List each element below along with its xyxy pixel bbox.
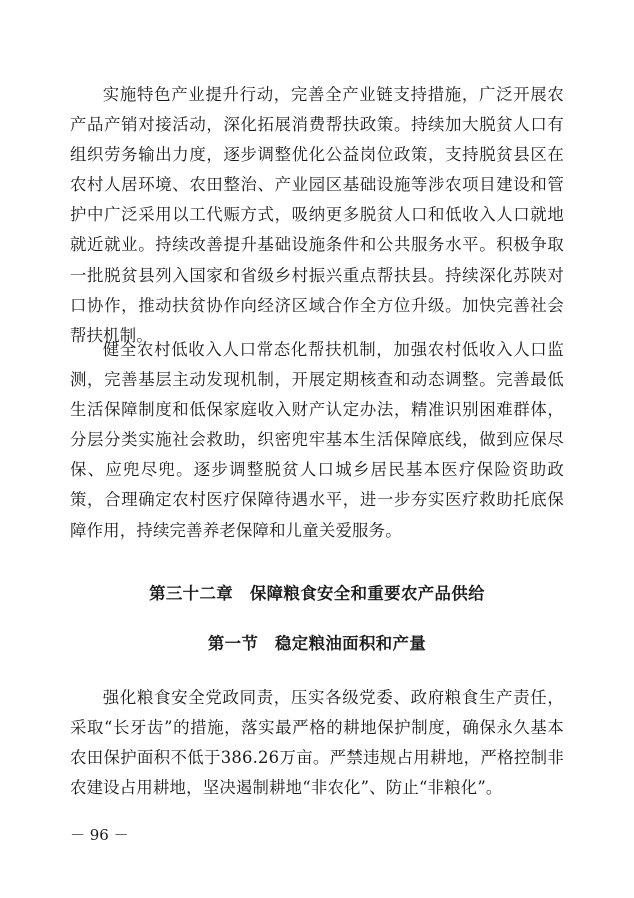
paragraph-block-3 xyxy=(70,683,564,803)
paragraph-block-1 xyxy=(70,80,564,351)
paragraph-2: 健全农村低收入人口常态化帮扶机制，加强农村低收入人口监测，完善基层主动发现机制，开展定期核查和动态调整。完善最低生活保障制度和低保家庭收入财产认定办法，精准识别困难群体，分层分类实施社会救助，织密兜牢基本生活保障底线，做到应保尽保、应兜尽兜。逐步调整脱贫人口城乡居民基本医疗保险资助政策，合理确定农村医疗保障待遇水平，进一步夯实医疗救助托底保障作用，持续完善养老保障和儿童关爱服务。 xyxy=(70,340,564,540)
paragraph-block-2 xyxy=(70,335,564,546)
chapter-title: 第三十二章 保障粮食安全和重要农产品供给 xyxy=(149,584,485,603)
page-number: － 96 － xyxy=(70,826,129,844)
section-title: 第一节 稳定粮油面积和产量 xyxy=(207,634,427,653)
paragraph-3: 强化粮食安全党政同责，压实各级党委、政府粮食生产责任，采取“长牙齿”的措施，落实最严格的耕地保护制度，确保永久基本农田保护面积不低于386.26万亩。严禁违规占用耕地，严格控制非农建设占用耕地，坚决遏制耕地“非农化”、防止“非粮化”。 xyxy=(70,688,564,798)
paragraph-1: 实施特色产业提升行动，完善全产业链支持措施，广泛开展农产品产销对接活动，深化拓展消费帮扶政策。持续加大脱贫人口有组织劳务输出力度，逐步调整优化公益岗位政策，支持脱贫县区在农村人居环境、农田整治、产业园区基础设施等涉农项目建设和管护中广泛采用以工代赈方式，吸纳更多脱贫人口和低收入人口就地就近就业。持续改善提升基础设施条件和公共服务水平。积极争取一批脱贫县列入国家和省级乡村振兴重点帮扶县。持续深化苏陕对口协作，推动扶贫协作向经济区域合作全方位升级。加快完善社会帮扶机制。 xyxy=(70,85,564,345)
